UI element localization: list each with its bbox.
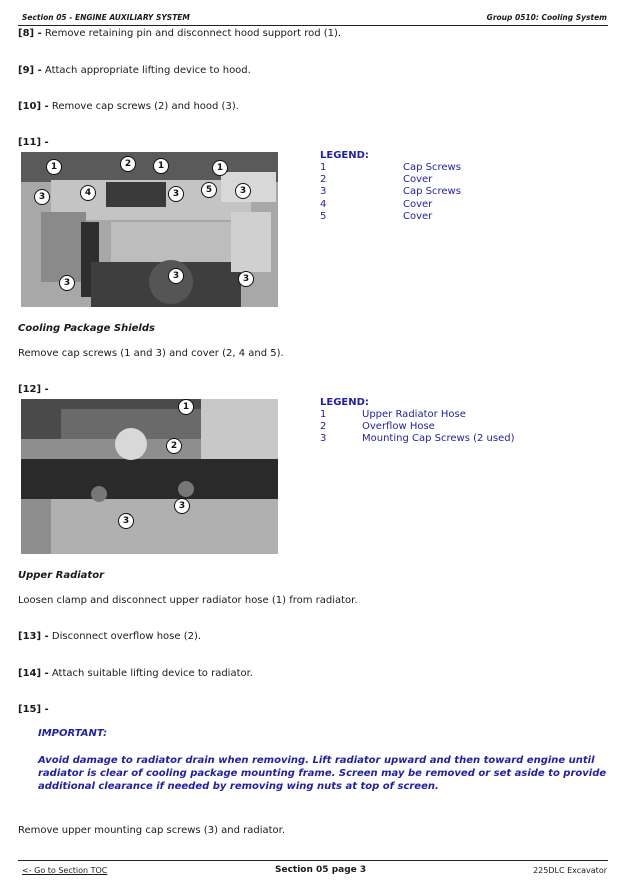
figure-caption: Cooling Package Shields	[18, 323, 155, 334]
legend-title: LEGEND:	[320, 397, 369, 408]
section-header: Section 05 - ENGINE AUXILIARY SYSTEM	[22, 13, 190, 22]
step-15	[18, 704, 49, 715]
step-text: Attach suitable lifting device to radiator.	[51, 668, 253, 679]
cooling-shields-photo	[21, 152, 278, 307]
callout-1: 1	[46, 159, 62, 175]
step-text: Remove retaining pin and disconnect hood support rod (1).	[44, 28, 342, 39]
step-number: [15] -	[18, 704, 49, 715]
callout-3: 3	[59, 275, 75, 291]
legend-label: Upper Radiator Hose	[362, 409, 466, 420]
important-title: IMPORTANT:	[38, 728, 108, 739]
legend-label: Cover	[403, 199, 433, 210]
step-14	[18, 668, 253, 679]
important-line-2: radiator is clear of cooling package mounting frame. Screen may be removed or set aside to provide	[38, 768, 607, 779]
legend-cooling-shields	[320, 150, 520, 225]
header-rule	[18, 25, 608, 26]
legend-label: Overflow Hose	[362, 421, 435, 432]
legend-label: Cap Screws	[403, 162, 461, 173]
step-text: Disconnect overflow hose (2).	[51, 631, 202, 642]
callout-1: 1	[212, 160, 228, 176]
step-10	[18, 101, 239, 112]
step-text: Attach appropriate lifting device to hood.	[44, 65, 251, 76]
figure-body-text: Loosen clamp and disconnect upper radiator hose (1) from radiator.	[18, 595, 358, 606]
upper-radiator-illustration	[21, 399, 278, 554]
callout-1: 1	[153, 158, 169, 174]
important-line-3: additional clearance if needed by removing wing nuts at top of screen.	[38, 781, 439, 792]
figure-body-text: Remove cap screws (1 and 3) and cover (2, 4 and 5).	[18, 348, 284, 359]
legend-number: 3	[320, 186, 327, 197]
group-header: Group 0510: Cooling System	[486, 13, 607, 22]
callout-3: 3	[168, 268, 184, 284]
step-number: [10] -	[18, 101, 49, 112]
step-13	[18, 631, 201, 642]
step-number: [13] -	[18, 631, 49, 642]
step-number: [9] -	[18, 65, 42, 76]
legend-title: LEGEND:	[320, 150, 369, 161]
legend-number: 2	[320, 174, 327, 185]
step-number: [14] -	[18, 668, 49, 679]
callout-2: 2	[120, 156, 136, 172]
section-toc-link[interactable]: <- Go to Section TOC	[22, 866, 108, 875]
step-11	[18, 137, 49, 148]
legend-label: Mounting Cap Screws (2 used)	[362, 433, 515, 444]
legend-number: 3	[320, 433, 327, 444]
callout-3: 3	[118, 513, 134, 529]
step-number: [8] -	[18, 28, 42, 39]
footer-rule	[18, 860, 608, 861]
legend-number: 4	[320, 199, 327, 210]
legend-number: 2	[320, 421, 327, 432]
upper-radiator-photo	[21, 399, 278, 554]
callout-3: 3	[174, 498, 190, 514]
step-number: [12] -	[18, 384, 49, 395]
callout-4: 4	[80, 185, 96, 201]
legend-label: Cover	[403, 174, 433, 185]
step-number: [11] -	[18, 137, 49, 148]
step-8	[18, 28, 341, 39]
figure-caption: Upper Radiator	[18, 570, 104, 581]
callout-1: 1	[178, 399, 194, 415]
callout-2: 2	[166, 438, 182, 454]
callout-5: 5	[201, 182, 217, 198]
step-text: Remove cap screws (2) and hood (3).	[51, 101, 239, 112]
legend-label: Cover	[403, 211, 433, 222]
callout-3: 3	[238, 271, 254, 287]
final-step-text: Remove upper mounting cap screws (3) and radiator.	[18, 825, 286, 836]
legend-number: 5	[320, 211, 327, 222]
legend-number: 1	[320, 162, 327, 173]
callout-3: 3	[34, 189, 50, 205]
callout-3: 3	[235, 183, 251, 199]
model-name: 225DLC Excavator	[533, 866, 607, 875]
legend-upper-radiator	[320, 397, 550, 447]
legend-label: Cap Screws	[403, 186, 461, 197]
legend-number: 1	[320, 409, 327, 420]
callout-3: 3	[168, 186, 184, 202]
step-9	[18, 65, 251, 76]
page-number: Section 05 page 3	[275, 865, 367, 875]
step-12	[18, 384, 49, 395]
important-line-1: Avoid damage to radiator drain when removing. Lift radiator upward and then toward engine until	[38, 755, 595, 766]
